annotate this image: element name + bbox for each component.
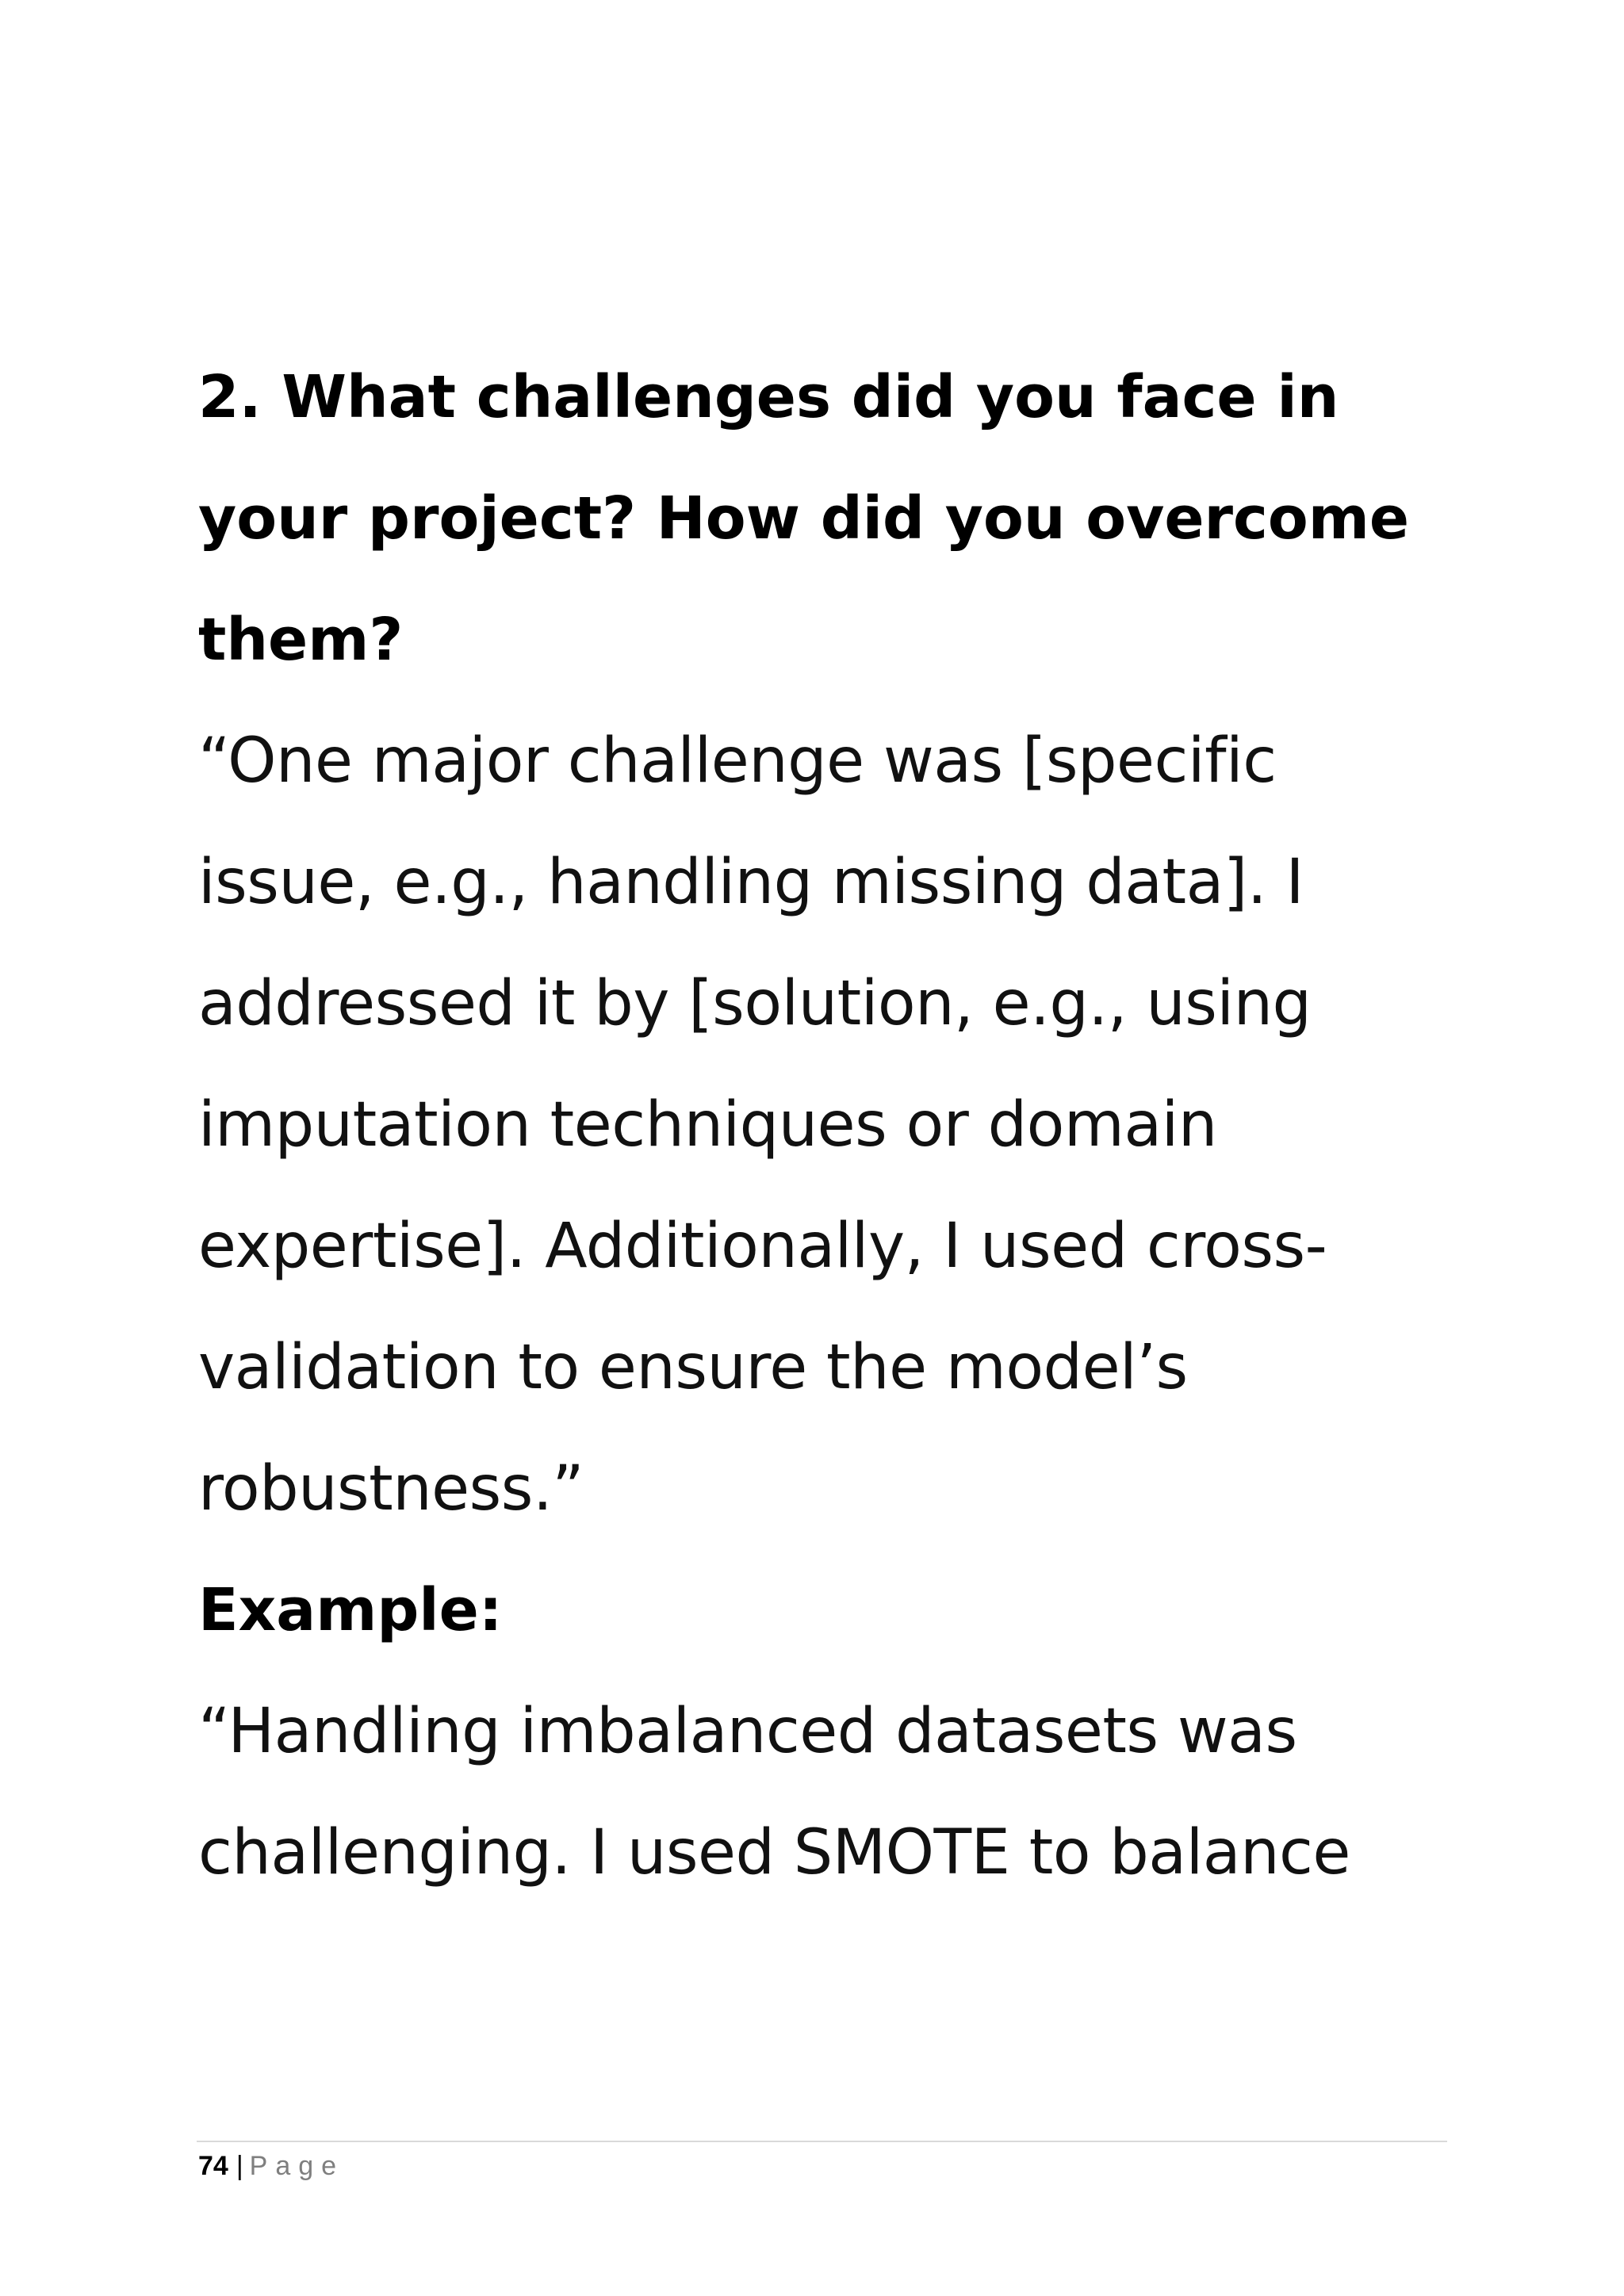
footer-separator: | [236, 2151, 243, 2181]
answer-line: robustness.” [198, 1453, 584, 1525]
question-heading [198, 337, 1451, 701]
page-footer [198, 2150, 344, 2182]
question-heading-line: your project? How did you overcome [198, 484, 1410, 553]
page-label: Page [249, 2151, 345, 2181]
answer-line: addressed it by [solution, e.g., using [198, 968, 1312, 1039]
question-heading-line: 2. What challenges did you face in [198, 363, 1339, 431]
answer-line: validation to ensure the model’s [198, 1332, 1188, 1403]
example-paragraph [198, 1671, 1451, 1914]
page-number: 74 [198, 2151, 228, 2181]
question-heading-line: them? [198, 606, 404, 674]
answer-line: expertise]. Additionally, I used cross- [198, 1211, 1327, 1282]
example-line: challenging. I used SMOTE to balance [198, 1817, 1350, 1888]
answer-line: “One major challenge was [specific [198, 725, 1277, 797]
answer-paragraph [198, 701, 1451, 1550]
answer-line: issue, e.g., handling missing data]. I [198, 847, 1304, 918]
answer-line: imputation techniques or domain [198, 1089, 1217, 1161]
example-heading: Example: [198, 1576, 503, 1644]
example-line: “Handling imbalanced datasets was [198, 1696, 1297, 1767]
footer-divider [197, 2141, 1447, 2142]
page-content [198, 337, 1451, 1914]
